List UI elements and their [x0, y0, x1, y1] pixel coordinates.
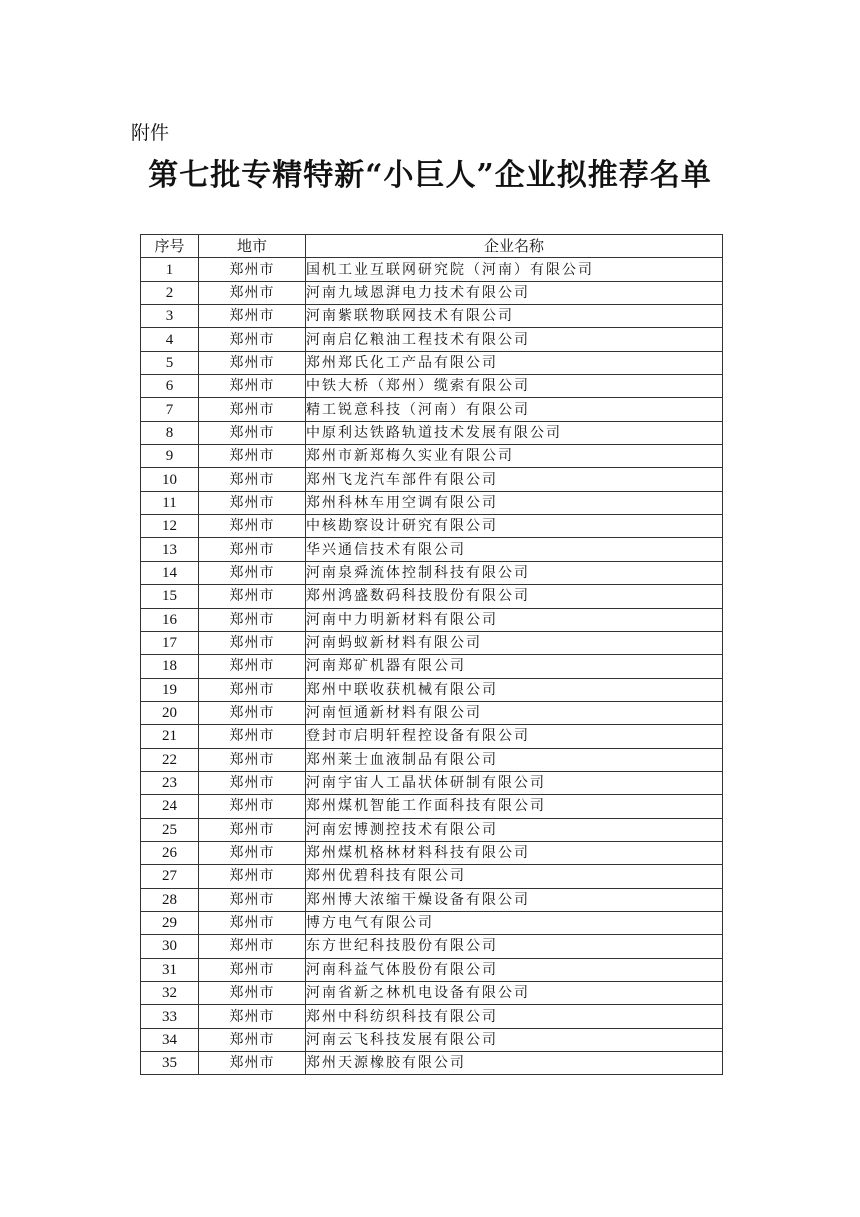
table-row	[141, 375, 723, 398]
company-name-cell: 郑州煤机格林材料科技有限公司	[306, 841, 723, 864]
company-name-cell: 河南中力明新材料有限公司	[306, 608, 723, 631]
table-row	[141, 538, 723, 561]
company-name-cell: 河南恒通新材料有限公司	[306, 701, 723, 724]
serial-number-cell: 20	[141, 701, 199, 724]
table-row	[141, 421, 723, 444]
city-cell: 郑州市	[199, 888, 306, 911]
serial-number-cell: 1	[141, 258, 199, 281]
company-name-cell: 中铁大桥（郑州）缆索有限公司	[306, 375, 723, 398]
table-row	[141, 515, 723, 538]
company-name-cell: 河南蚂蚁新材料有限公司	[306, 631, 723, 654]
company-name-cell: 郑州鸿盛数码科技股份有限公司	[306, 585, 723, 608]
table-row	[141, 305, 723, 328]
serial-number-cell: 10	[141, 468, 199, 491]
company-name-cell: 河南郑矿机器有限公司	[306, 655, 723, 678]
city-cell: 郑州市	[199, 748, 306, 771]
company-name-cell: 郑州博大浓缩干燥设备有限公司	[306, 888, 723, 911]
serial-number-cell: 21	[141, 725, 199, 748]
table-row	[141, 561, 723, 584]
table-row	[141, 585, 723, 608]
table-row	[141, 795, 723, 818]
header-serial-number: 序号	[141, 235, 199, 258]
city-cell: 郑州市	[199, 725, 306, 748]
city-cell: 郑州市	[199, 631, 306, 654]
serial-number-cell: 22	[141, 748, 199, 771]
table-row	[141, 631, 723, 654]
serial-number-cell: 6	[141, 375, 199, 398]
table-row	[141, 841, 723, 864]
serial-number-cell: 33	[141, 1005, 199, 1028]
city-cell: 郑州市	[199, 1052, 306, 1075]
table-row	[141, 398, 723, 421]
company-name-cell: 郑州科林车用空调有限公司	[306, 491, 723, 514]
table-row	[141, 1028, 723, 1051]
city-cell: 郑州市	[199, 982, 306, 1005]
serial-number-cell: 28	[141, 888, 199, 911]
city-cell: 郑州市	[199, 351, 306, 374]
city-cell: 郑州市	[199, 561, 306, 584]
city-cell: 郑州市	[199, 258, 306, 281]
city-cell: 郑州市	[199, 491, 306, 514]
serial-number-cell: 31	[141, 958, 199, 981]
serial-number-cell: 3	[141, 305, 199, 328]
company-name-cell: 中原利达铁路轨道技术发展有限公司	[306, 421, 723, 444]
serial-number-cell: 15	[141, 585, 199, 608]
city-cell: 郑州市	[199, 468, 306, 491]
city-cell: 郑州市	[199, 515, 306, 538]
table-row	[141, 655, 723, 678]
serial-number-cell: 25	[141, 818, 199, 841]
serial-number-cell: 4	[141, 328, 199, 351]
table-row	[141, 608, 723, 631]
table-row	[141, 935, 723, 958]
company-name-cell: 河南宇宙人工晶状体研制有限公司	[306, 771, 723, 794]
company-name-cell: 郑州莱士血液制品有限公司	[306, 748, 723, 771]
company-name-cell: 华兴通信技术有限公司	[306, 538, 723, 561]
company-name-cell: 郑州优碧科技有限公司	[306, 865, 723, 888]
table-row	[141, 701, 723, 724]
city-cell: 郑州市	[199, 421, 306, 444]
table-row	[141, 865, 723, 888]
city-cell: 郑州市	[199, 281, 306, 304]
table-row	[141, 328, 723, 351]
company-name-cell: 河南云飞科技发展有限公司	[306, 1028, 723, 1051]
city-cell: 郑州市	[199, 795, 306, 818]
table-row	[141, 818, 723, 841]
city-cell: 郑州市	[199, 841, 306, 864]
enterprise-table	[140, 234, 723, 1075]
city-cell: 郑州市	[199, 818, 306, 841]
city-cell: 郑州市	[199, 771, 306, 794]
city-cell: 郑州市	[199, 585, 306, 608]
serial-number-cell: 9	[141, 445, 199, 468]
serial-number-cell: 16	[141, 608, 199, 631]
table-row	[141, 888, 723, 911]
company-name-cell: 郑州飞龙汽车部件有限公司	[306, 468, 723, 491]
table-row	[141, 1005, 723, 1028]
city-cell: 郑州市	[199, 398, 306, 421]
city-cell: 郑州市	[199, 678, 306, 701]
company-name-cell: 河南宏博测控技术有限公司	[306, 818, 723, 841]
table-row	[141, 771, 723, 794]
company-name-cell: 郑州中科纺织科技有限公司	[306, 1005, 723, 1028]
serial-number-cell: 18	[141, 655, 199, 678]
serial-number-cell: 29	[141, 911, 199, 934]
city-cell: 郑州市	[199, 701, 306, 724]
serial-number-cell: 19	[141, 678, 199, 701]
city-cell: 郑州市	[199, 328, 306, 351]
city-cell: 郑州市	[199, 445, 306, 468]
header-city: 地市	[199, 235, 306, 258]
serial-number-cell: 5	[141, 351, 199, 374]
serial-number-cell: 24	[141, 795, 199, 818]
city-cell: 郑州市	[199, 865, 306, 888]
company-name-cell: 河南紫联物联网技术有限公司	[306, 305, 723, 328]
serial-number-cell: 23	[141, 771, 199, 794]
serial-number-cell: 34	[141, 1028, 199, 1051]
table-row	[141, 445, 723, 468]
city-cell: 郑州市	[199, 1028, 306, 1051]
serial-number-cell: 13	[141, 538, 199, 561]
table-row	[141, 351, 723, 374]
table-row	[141, 678, 723, 701]
company-name-cell: 河南省新之林机电设备有限公司	[306, 982, 723, 1005]
serial-number-cell: 2	[141, 281, 199, 304]
company-name-cell: 郑州中联收获机械有限公司	[306, 678, 723, 701]
company-name-cell: 精工锐意科技（河南）有限公司	[306, 398, 723, 421]
city-cell: 郑州市	[199, 911, 306, 934]
company-name-cell: 河南泉舜流体控制科技有限公司	[306, 561, 723, 584]
serial-number-cell: 14	[141, 561, 199, 584]
table-row	[141, 1052, 723, 1075]
serial-number-cell: 35	[141, 1052, 199, 1075]
company-name-cell: 河南九域恩湃电力技术有限公司	[306, 281, 723, 304]
city-cell: 郑州市	[199, 655, 306, 678]
serial-number-cell: 26	[141, 841, 199, 864]
table-row	[141, 982, 723, 1005]
company-name-cell: 郑州煤机智能工作面科技有限公司	[306, 795, 723, 818]
company-name-cell: 河南启亿粮油工程技术有限公司	[306, 328, 723, 351]
serial-number-cell: 12	[141, 515, 199, 538]
table-row	[141, 281, 723, 304]
serial-number-cell: 8	[141, 421, 199, 444]
table-row	[141, 468, 723, 491]
serial-number-cell: 27	[141, 865, 199, 888]
serial-number-cell: 7	[141, 398, 199, 421]
company-name-cell: 登封市启明轩程控设备有限公司	[306, 725, 723, 748]
city-cell: 郑州市	[199, 935, 306, 958]
company-name-cell: 郑州郑氏化工产品有限公司	[306, 351, 723, 374]
table-row	[141, 725, 723, 748]
table-row	[141, 491, 723, 514]
attachment-label: 附件	[131, 122, 170, 144]
company-name-cell: 河南科益气体股份有限公司	[306, 958, 723, 981]
table-row	[141, 911, 723, 934]
table-row	[141, 748, 723, 771]
table-header-row	[141, 235, 723, 258]
city-cell: 郑州市	[199, 1005, 306, 1028]
serial-number-cell: 30	[141, 935, 199, 958]
page-title: 第七批专精特新“小巨人”企业拟推荐名单	[148, 158, 712, 193]
header-company-name: 企业名称	[306, 235, 723, 258]
company-name-cell: 郑州天源橡胶有限公司	[306, 1052, 723, 1075]
table-row	[141, 258, 723, 281]
city-cell: 郑州市	[199, 538, 306, 561]
company-name-cell: 东方世纪科技股份有限公司	[306, 935, 723, 958]
serial-number-cell: 32	[141, 982, 199, 1005]
city-cell: 郑州市	[199, 305, 306, 328]
city-cell: 郑州市	[199, 608, 306, 631]
table-body	[141, 258, 723, 1075]
company-name-cell: 博方电气有限公司	[306, 911, 723, 934]
table-row	[141, 958, 723, 981]
company-name-cell: 国机工业互联网研究院（河南）有限公司	[306, 258, 723, 281]
serial-number-cell: 11	[141, 491, 199, 514]
city-cell: 郑州市	[199, 958, 306, 981]
serial-number-cell: 17	[141, 631, 199, 654]
company-name-cell: 中核勘察设计研究有限公司	[306, 515, 723, 538]
company-name-cell: 郑州市新郑梅久实业有限公司	[306, 445, 723, 468]
city-cell: 郑州市	[199, 375, 306, 398]
